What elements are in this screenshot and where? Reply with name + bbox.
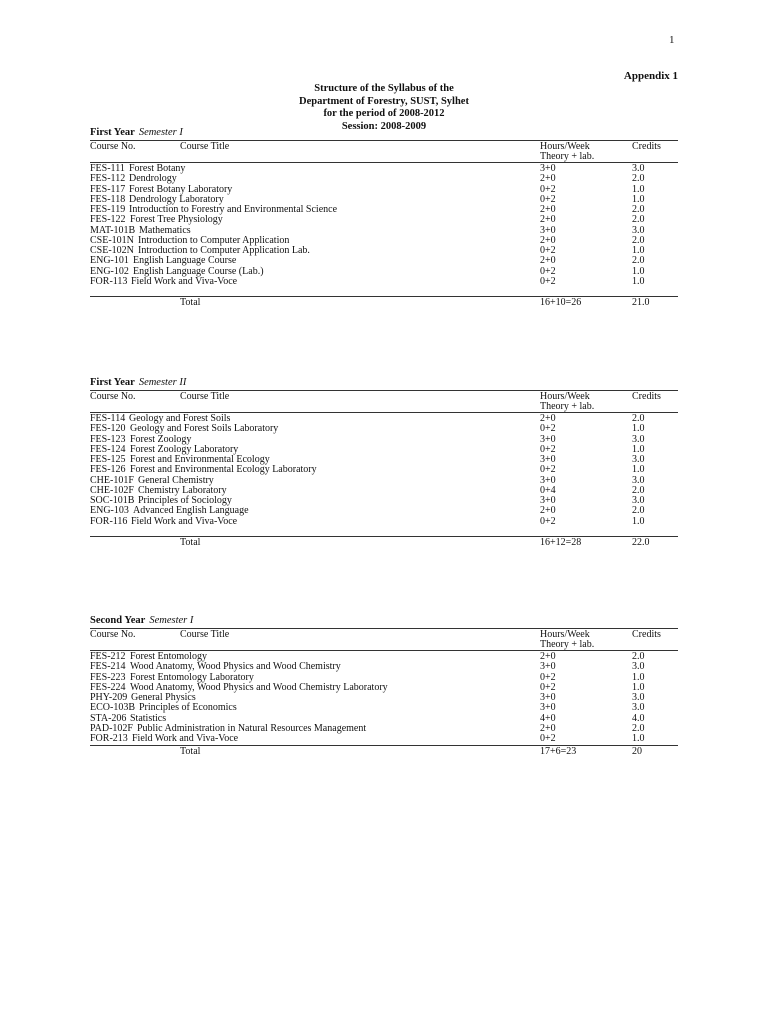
table-header bbox=[90, 390, 678, 413]
year-label: First Year bbox=[90, 377, 135, 388]
course-code: CSE-102N bbox=[90, 245, 134, 256]
course-credits: 2.0 bbox=[632, 204, 645, 215]
header-course-no: Course No. bbox=[90, 141, 136, 152]
course-code: FES-112 bbox=[90, 173, 126, 185]
course-credits: 1.0 bbox=[632, 245, 645, 256]
course-hours: 0+2 bbox=[540, 671, 556, 683]
course-credits: 1.0 bbox=[632, 275, 645, 287]
course-hours: 0+2 bbox=[540, 193, 556, 205]
course-credits: 3.0 bbox=[632, 433, 645, 445]
course-credits: 1.0 bbox=[632, 443, 645, 455]
course-hours: 0+2 bbox=[540, 681, 556, 693]
course-hours: 0+2 bbox=[540, 183, 556, 195]
table-row bbox=[90, 506, 678, 516]
course-title: Forest Tree Physiology bbox=[130, 214, 223, 226]
course-code: FOR-113 bbox=[90, 275, 128, 287]
course-code: FES-111 bbox=[90, 163, 125, 174]
header-hours bbox=[540, 630, 594, 650]
header-hours bbox=[540, 392, 594, 412]
course-credits: 2.0 bbox=[632, 255, 645, 267]
course-title: English Language Course (Lab.) bbox=[133, 265, 264, 277]
course-code: CHE-102F bbox=[90, 484, 134, 496]
header-course-title: Course Title bbox=[180, 141, 230, 152]
course-title: Introduction to Computer Application bbox=[138, 234, 290, 246]
course-code: FES-126 bbox=[90, 464, 126, 476]
header-credits: Credits bbox=[632, 141, 661, 152]
course-title: Field Work and Viva-Voce bbox=[132, 733, 239, 744]
course-title: Wood Anatomy, Wood Physics and Wood Chemistry Laboratory bbox=[130, 681, 388, 693]
course-title: Advanced English Language bbox=[133, 505, 249, 517]
table-row bbox=[90, 164, 678, 174]
course-code: ENG-101 bbox=[90, 255, 129, 267]
course-hours: 0+2 bbox=[540, 275, 556, 287]
course-code: FES-122 bbox=[90, 214, 126, 226]
course-hours: 2+0 bbox=[540, 234, 556, 246]
year-label: First Year bbox=[90, 127, 135, 138]
course-credits: 3.0 bbox=[632, 661, 645, 673]
appendix-label: Appendix 1 bbox=[623, 70, 678, 82]
course-hours: 0+2 bbox=[540, 464, 556, 476]
year-label: Second Year bbox=[90, 615, 146, 626]
table-row bbox=[90, 465, 678, 475]
table-header bbox=[90, 140, 678, 163]
course-hours: 3+0 bbox=[540, 224, 556, 236]
course-credits: 2.0 bbox=[632, 722, 645, 734]
total-label: Total bbox=[180, 746, 201, 758]
header-course-title: Course Title bbox=[180, 629, 230, 640]
course-credits: 3.0 bbox=[632, 474, 645, 486]
course-title: Public Administration in Natural Resources Management bbox=[137, 722, 367, 734]
table-body bbox=[90, 413, 678, 527]
header-course-no: Course No. bbox=[90, 391, 136, 402]
section-first-year-semester-1 bbox=[90, 126, 678, 309]
table-row bbox=[90, 256, 678, 266]
course-code: MAT-101B bbox=[90, 224, 136, 236]
total-credits: 20 bbox=[632, 746, 642, 758]
course-hours: 0+2 bbox=[540, 245, 556, 256]
course-code: FES-118 bbox=[90, 193, 126, 205]
header-line-4: Session: 2008-2009 bbox=[341, 120, 427, 132]
course-hours: 2+0 bbox=[540, 505, 556, 517]
course-hours: 0+2 bbox=[540, 423, 556, 435]
header-credits: Credits bbox=[632, 629, 661, 640]
course-title: Geology and Forest Soils bbox=[129, 413, 231, 424]
course-hours: 0+2 bbox=[540, 265, 556, 277]
course-credits: 2.0 bbox=[632, 484, 645, 496]
course-credits: 3.0 bbox=[632, 224, 645, 236]
course-code: PHY-209 bbox=[90, 692, 128, 703]
course-code: FES-123 bbox=[90, 433, 126, 445]
table-row bbox=[90, 517, 678, 527]
header-line-1: Structure of the Syllabus of the bbox=[314, 83, 454, 94]
course-title: Geology and Forest Soils Laboratory bbox=[130, 423, 279, 435]
course-credits: 1.0 bbox=[632, 265, 645, 277]
semester-label: Semester II bbox=[138, 377, 187, 388]
course-credits: 1.0 bbox=[632, 681, 645, 693]
course-credits: 3.0 bbox=[632, 454, 645, 465]
course-credits: 2.0 bbox=[632, 234, 645, 246]
total-row bbox=[90, 745, 678, 758]
course-hours: 4+0 bbox=[540, 712, 556, 724]
course-credits: 2.0 bbox=[632, 651, 645, 662]
course-title: Mathematics bbox=[139, 224, 191, 236]
course-hours: 3+0 bbox=[540, 454, 556, 465]
course-credits: 3.0 bbox=[632, 692, 645, 703]
section-second-year-semester-1 bbox=[90, 614, 678, 758]
course-title: Forest and Environmental Ecology Laboratory bbox=[130, 464, 317, 476]
table-row bbox=[90, 703, 678, 713]
course-code: ECO-103B bbox=[90, 702, 135, 714]
course-code: STA-206 bbox=[90, 712, 127, 724]
table-row bbox=[90, 662, 678, 672]
table-body bbox=[90, 651, 678, 744]
course-title: English Language Course bbox=[133, 255, 237, 267]
course-credits: 2.0 bbox=[632, 413, 645, 424]
semester-label: Semester I bbox=[149, 615, 194, 626]
course-hours: 3+0 bbox=[540, 433, 556, 445]
course-hours: 3+0 bbox=[540, 495, 556, 506]
page-number: 1 bbox=[669, 34, 675, 46]
course-title: Dendrology bbox=[129, 173, 177, 185]
table-row bbox=[90, 277, 678, 287]
header-course-title: Course Title bbox=[180, 391, 230, 402]
course-credits: 3.0 bbox=[632, 495, 645, 506]
course-title: Forest Botany Laboratory bbox=[129, 183, 233, 195]
header-hours-line-1: Hours/Week bbox=[540, 391, 590, 402]
header-hours-line-1: Hours/Week bbox=[540, 629, 590, 640]
header-hours bbox=[540, 142, 594, 162]
course-hours: 0+4 bbox=[540, 484, 556, 496]
total-hours: 16+12=28 bbox=[540, 536, 582, 548]
course-title: Introduction to Forestry and Environmental Science bbox=[129, 204, 338, 215]
header-line-2: Department of Forestry, SUST, Sylhet bbox=[299, 95, 469, 107]
course-hours: 2+0 bbox=[540, 255, 556, 267]
course-credits: 3.0 bbox=[632, 702, 645, 714]
course-code: FES-114 bbox=[90, 413, 126, 424]
course-hours: 0+2 bbox=[540, 733, 556, 744]
course-title: Forest and Environmental Ecology bbox=[130, 454, 270, 465]
course-code: ENG-103 bbox=[90, 505, 129, 517]
total-credits: 22.0 bbox=[632, 536, 650, 548]
course-code: CSE-101N bbox=[90, 234, 134, 246]
course-code: FES-119 bbox=[90, 204, 126, 215]
course-title: Forest Zoology Laboratory bbox=[130, 443, 239, 455]
course-hours: 3+0 bbox=[540, 692, 556, 703]
course-code: PAD-102F bbox=[90, 722, 133, 734]
course-credits: 1.0 bbox=[632, 183, 645, 195]
course-title: Introduction to Computer Application Lab. bbox=[138, 245, 310, 256]
course-credits: 2.0 bbox=[632, 505, 645, 517]
course-credits: 1.0 bbox=[632, 671, 645, 683]
course-title: Wood Anatomy, Wood Physics and Wood Chemistry bbox=[130, 661, 341, 673]
total-label: Total bbox=[180, 297, 201, 308]
header-credits: Credits bbox=[632, 391, 661, 402]
total-hours: 17+6=23 bbox=[540, 746, 577, 758]
course-credits: 2.0 bbox=[632, 173, 645, 185]
course-credits: 3.0 bbox=[632, 163, 645, 174]
course-code: FES-120 bbox=[90, 423, 126, 435]
table-body bbox=[90, 163, 678, 287]
course-hours: 2+0 bbox=[540, 413, 556, 424]
course-hours: 3+0 bbox=[540, 163, 556, 174]
course-hours: 2+0 bbox=[540, 722, 556, 734]
total-hours: 16+10=26 bbox=[540, 297, 582, 308]
course-code: FES-214 bbox=[90, 661, 126, 673]
course-title: Forest Zoology bbox=[130, 433, 192, 445]
course-title: Statistics bbox=[130, 712, 167, 724]
course-hours: 3+0 bbox=[540, 474, 556, 486]
course-code: FOR-116 bbox=[90, 515, 128, 527]
course-code: CHE-101F bbox=[90, 474, 134, 486]
course-hours: 0+2 bbox=[540, 515, 556, 527]
header-hours-line-1: Hours/Week bbox=[540, 141, 590, 152]
header-course-no: Course No. bbox=[90, 629, 136, 640]
total-row bbox=[90, 536, 678, 549]
course-credits: 1.0 bbox=[632, 423, 645, 435]
course-code: FES-223 bbox=[90, 671, 126, 683]
course-title: Field Work and Viva-Voce bbox=[131, 515, 238, 527]
course-title: Forest Entomology Laboratory bbox=[130, 671, 254, 683]
course-title: Dendrology Laboratory bbox=[129, 193, 224, 205]
course-title: Forest Entomology bbox=[130, 651, 207, 662]
course-credits: 1.0 bbox=[632, 193, 645, 205]
course-code: ENG-102 bbox=[90, 265, 129, 277]
total-row bbox=[90, 296, 678, 309]
table-row bbox=[90, 424, 678, 434]
section-title bbox=[90, 376, 678, 390]
table-row bbox=[90, 734, 678, 744]
course-hours: 0+2 bbox=[540, 443, 556, 455]
table-row bbox=[90, 215, 678, 225]
total-label: Total bbox=[180, 536, 201, 548]
course-code: FOR-213 bbox=[90, 733, 128, 744]
course-title: General Physics bbox=[131, 692, 196, 703]
course-code: SOC-101B bbox=[90, 495, 135, 506]
header-hours-line-2: Theory + lab. bbox=[540, 151, 595, 162]
course-code: FES-125 bbox=[90, 454, 126, 465]
course-code: FES-212 bbox=[90, 651, 126, 662]
course-title: Chemistry Laboratory bbox=[138, 484, 227, 496]
section-title bbox=[90, 614, 678, 628]
course-credits: 2.0 bbox=[632, 214, 645, 226]
section-first-year-semester-2 bbox=[90, 376, 678, 549]
course-hours: 2+0 bbox=[540, 173, 556, 185]
course-title: Field Work and Viva-Voce bbox=[131, 275, 238, 287]
course-credits: 1.0 bbox=[632, 733, 645, 744]
course-hours: 3+0 bbox=[540, 661, 556, 673]
section-title bbox=[90, 126, 678, 140]
course-hours: 3+0 bbox=[540, 702, 556, 714]
course-hours: 2+0 bbox=[540, 214, 556, 226]
course-title: Principles of Sociology bbox=[138, 495, 232, 506]
header-hours-line-2: Theory + lab. bbox=[540, 401, 595, 412]
table-row bbox=[90, 174, 678, 184]
course-credits: 1.0 bbox=[632, 515, 645, 527]
semester-label: Semester I bbox=[138, 127, 183, 138]
table-header bbox=[90, 628, 678, 651]
course-code: FES-224 bbox=[90, 681, 126, 693]
course-title: Forest Botany bbox=[129, 163, 186, 174]
course-hours: 2+0 bbox=[540, 651, 556, 662]
header-line-3: for the period of 2008-2012 bbox=[323, 108, 445, 119]
course-credits: 4.0 bbox=[632, 712, 645, 724]
total-credits: 21.0 bbox=[632, 297, 650, 308]
course-code: FES-117 bbox=[90, 183, 126, 195]
course-title: General Chemistry bbox=[138, 474, 214, 486]
header-hours-line-2: Theory + lab. bbox=[540, 639, 595, 650]
course-title: Principles of Economics bbox=[139, 702, 237, 714]
course-hours: 2+0 bbox=[540, 204, 556, 215]
course-code: FES-124 bbox=[90, 443, 126, 455]
course-credits: 1.0 bbox=[632, 464, 645, 476]
